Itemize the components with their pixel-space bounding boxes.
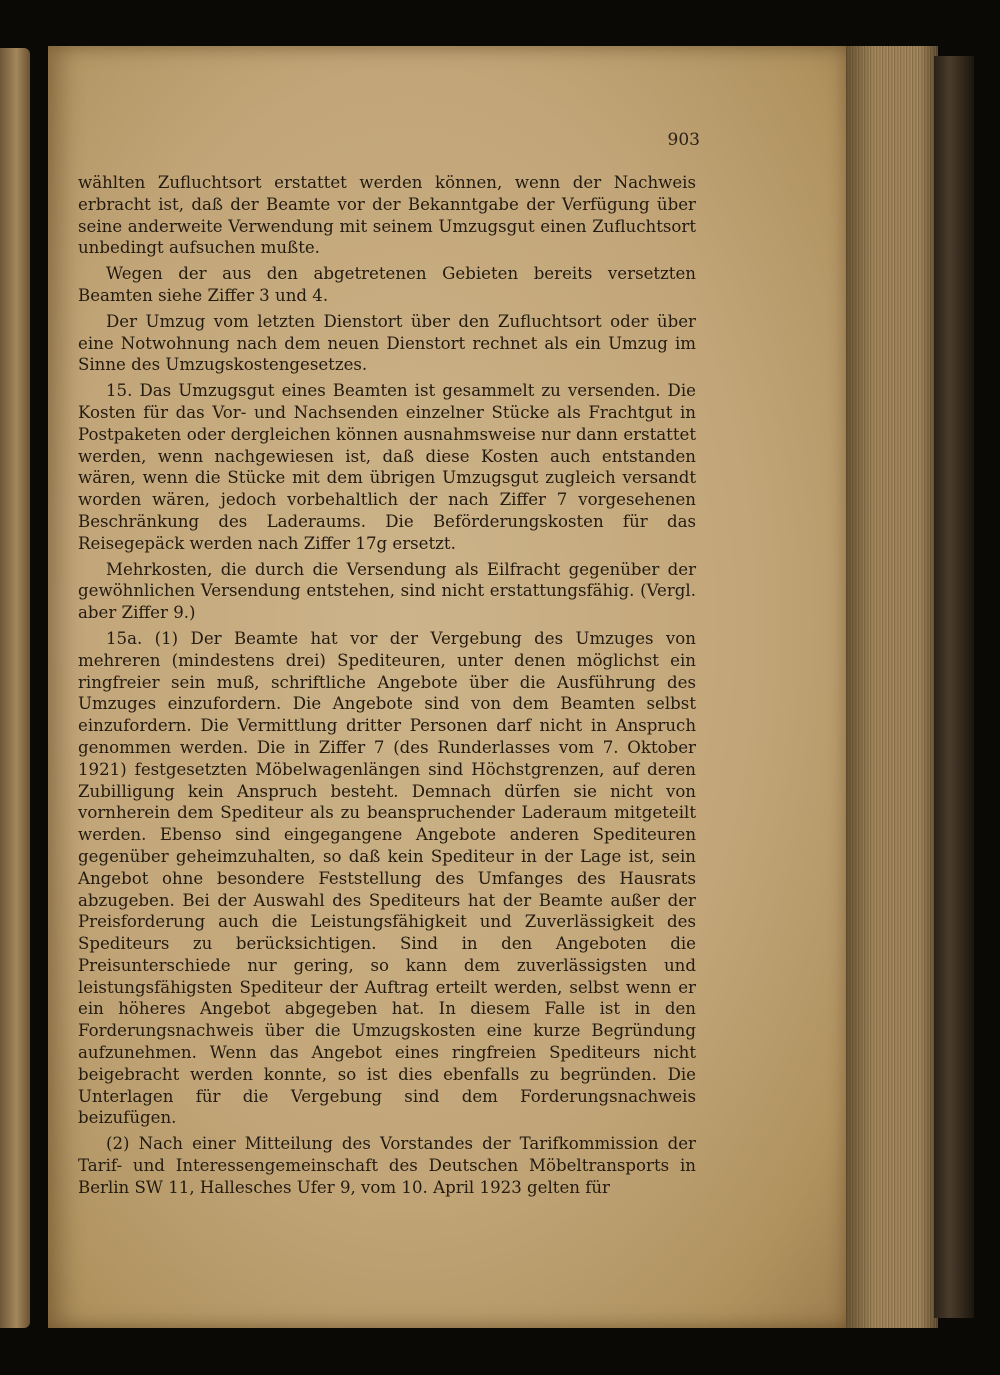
book-binding [934, 56, 974, 1318]
paragraph-mehrkosten: Mehrkosten, die durch die Versendung als Eilfracht gegenüber der gewöhnlichen Versendung entstehen, sind nicht erstattungsfähig. (Vergl. aber Ziffer 9.) [78, 559, 696, 623]
facing-page-edge [0, 48, 30, 1328]
page-number: 903 [667, 130, 700, 150]
paragraph-section-15a-2: (2) Nach einer Mitteilung des Vorstandes der Tarifkommission der Tarif- und Interessengemeinschaft des Deutschen Möbeltransports in Berlin SW 11, Hallesches Ufer 9, vom 10. April 1923 gelten für [78, 1134, 696, 1197]
paragraph-section-15a-1: 15a. (1) Der Beamte hat vor der Vergebung des Umzuges von mehreren (mindestens drei) Spediteuren, unter denen möglichst ein ringfreier sein muß, schriftliche Angebote über die Ausführung des Umzuges einzufordern. Die Angebote sind von dem Beamten selbst einzufordern. Die Vermittlung dritter Personen darf nicht in Anspruch genommen werden. Die in Ziffer 7 (des Runderlasses vom 7. Oktober 1921) festgesetzten Möbelwagenlängen sind Höchstgrenzen, auf deren Zubilligung kein Anspruch besteht. Demnach dürfen sie nicht von vornherein dem Spediteur als zu beanspruchender Laderaum mitgeteilt werden. Ebenso sind eingegangene Angebote anderen Spediteuren gegenüber geheimzuhalten, so daß kein Spediteur in der Lage ist, sein Angebot ohne besondere Feststellung des Umfanges des Hausrats abzugeben. Bei der Auswahl des Spediteurs hat der Beamte außer der Preisforderung auch die Leistungsfähigkeit und Zuverlässigkeit des Spediteurs zu berücksichtigen. Sind in den Angeboten die Preisunterschiede nur gering, so kann dem zuverlässigsten und leistungsfähigsten Spediteur der Auftrag erteilt werden, selbst wenn er ein höheres Angebot abgegeben hat. In diesem Falle ist in den Forderungsnachweis über die Umzugskosten eine kurze Begründung aufzunehmen. Wenn das Angebot eines ringfreien Spediteurs nicht beigebracht werden konnte, so ist dies ebenfalls zu begründen. Die Unterlagen für die Vergebung sind dem Forderungsnachweis beizufügen. [78, 628, 696, 1128]
page-text [78, 172, 696, 1203]
page-stack-shadow [846, 46, 938, 1328]
paragraph-abgetretene-gebiete: Wegen der aus den abgetretenen Gebieten bereits versetzten Beamten siehe Ziffer 3 und 4. [78, 264, 696, 305]
paragraph-continuation: wählten Zufluchtsort erstattet werden können, wenn der Nachweis erbracht ist, daß der Beamte vor der Bekanntgabe der Verfügung über seine anderweite Verwendung mit seinem Umzugsgut einen Zufluchtsort unbedingt aufsuchen mußte. [78, 173, 696, 258]
paragraph-section-15: 15. Das Umzugsgut eines Beamten ist gesammelt zu versenden. Die Kosten für das Vor- und Nachsenden einzelner Stücke als Frachtgut in Postpaketen oder dergleichen können ausnahmsweise nur dann erstattet werden, wenn nachgewiesen ist, daß diese Kosten auch entstanden wären, wenn die Stücke mit dem übrigen Umzugsgut zugleich versandt worden wären, jedoch vorbehaltlich der nach Ziffer 7 vorgesehenen Beschränkung des Laderaums. Die Beförderungskosten für das Reisegepäck werden nach Ziffer 17g ersetzt. [78, 381, 696, 553]
paragraph-umzug-zufluchtsort: Der Umzug vom letzten Dienstort über den Zufluchtsort oder über eine Notwohnung nach dem neuen Dienstort rechnet als ein Umzug im Sinne des Umzugskostengesetzes. [78, 311, 696, 375]
